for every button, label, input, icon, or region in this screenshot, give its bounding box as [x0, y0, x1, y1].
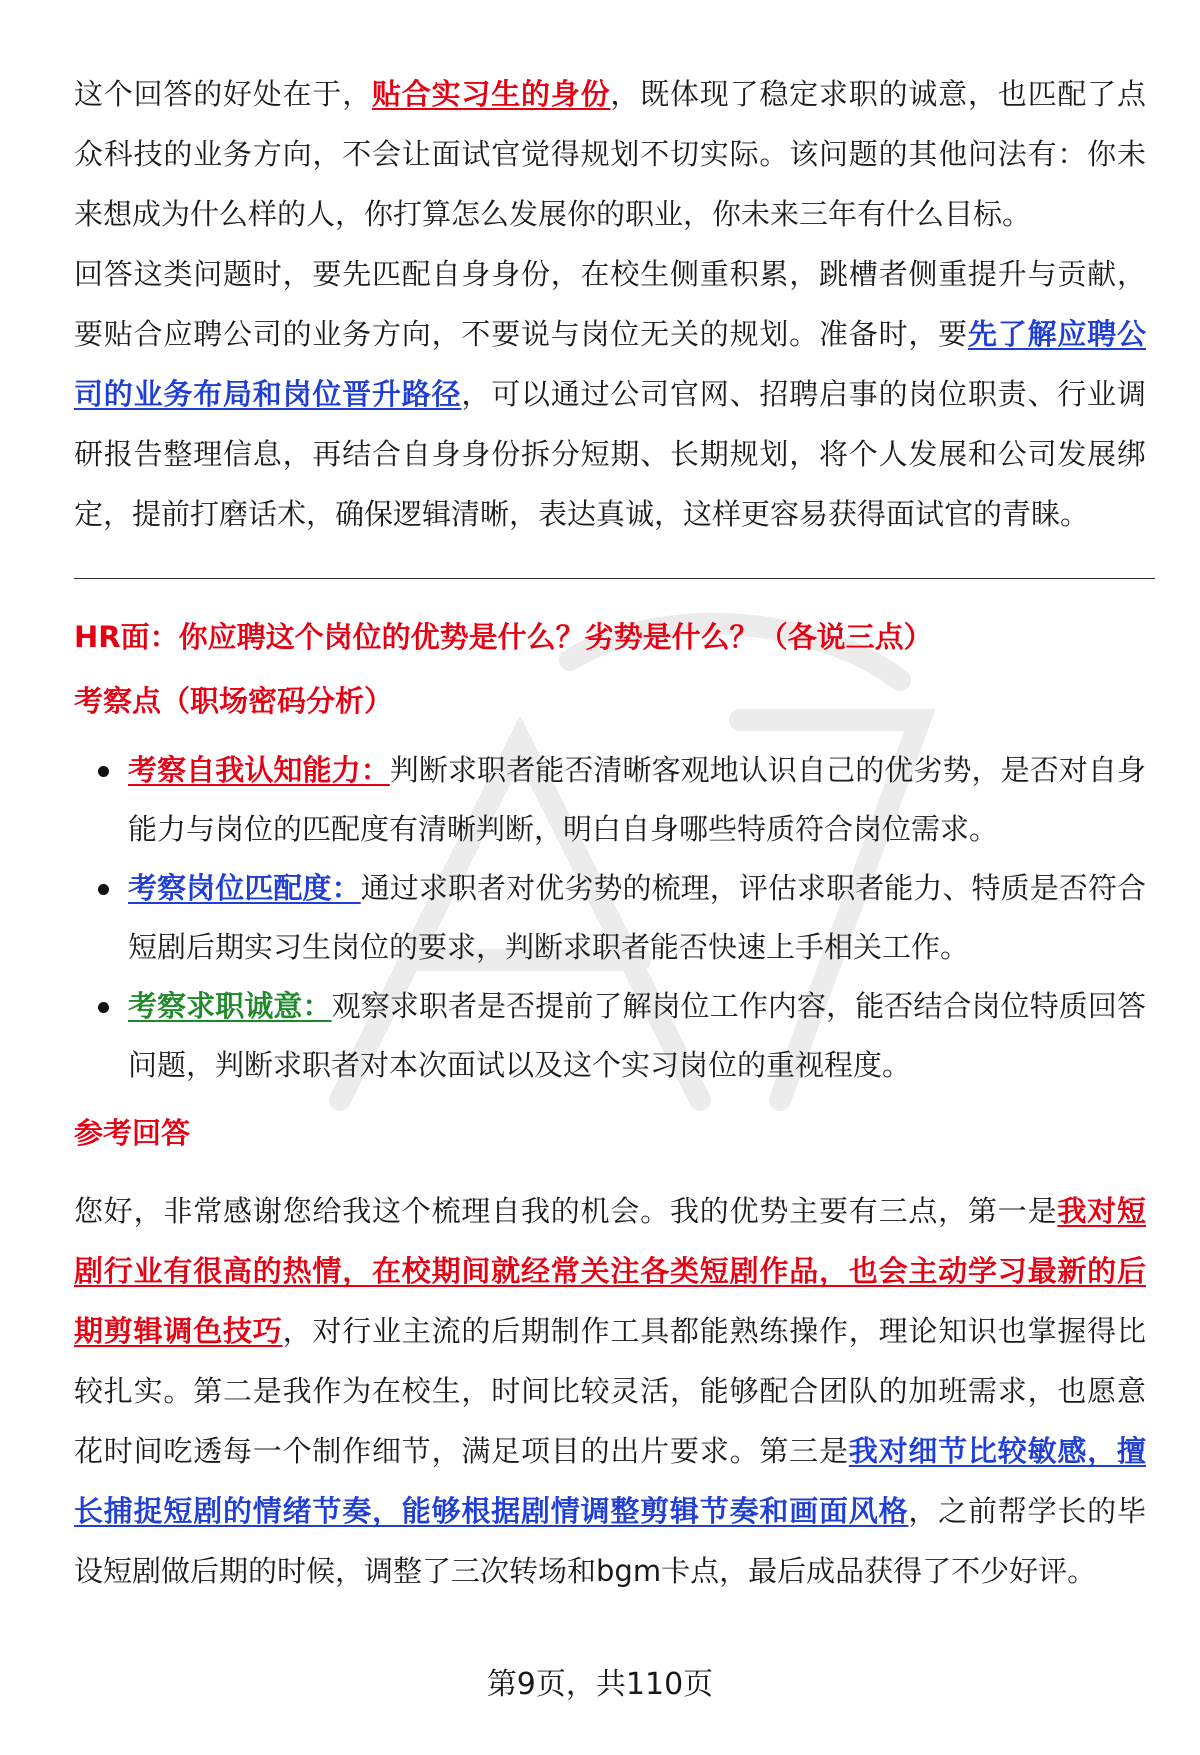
analysis-list	[74, 741, 1146, 1095]
section-divider	[74, 578, 1155, 579]
answer-heading: 参考回答	[74, 1116, 191, 1150]
paragraph-reference-answer	[74, 1181, 1146, 1601]
main-content	[74, 64, 1146, 1601]
list-item	[74, 741, 1146, 859]
text-segment: 这个回答的好处在于，	[74, 77, 372, 111]
bullet-dot-icon	[98, 884, 109, 895]
analysis-heading: 考察点（职场密码分析）	[74, 684, 394, 718]
list-item	[74, 977, 1146, 1095]
page-footer: 第9页，共110页	[486, 1667, 714, 1702]
bullet-label: 考察岗位匹配度：	[128, 871, 361, 905]
bullet-text: 通过求职者对优劣势的梳理，评估求职者能力、特质是否符合短剧后期实习生岗位的要求，判断求职者能否快速上手相关工作。	[128, 871, 1146, 964]
text-segment: ，对行业主流的后期制作工具都能熟练操作，理论知识也掌握得比较扎实。第二是我作为在校生，时间比较灵活，能够配合团队的加班需求，也愿意花时间吃透每一个制作细节，满足项目的出片要求。第三是	[74, 1314, 1146, 1468]
bullet-dot-icon	[98, 766, 109, 777]
paragraph-answer-benefit	[74, 64, 1146, 244]
question-heading: HR面：你应聘这个岗位的优势是什么？劣势是什么？（各说三点）	[74, 620, 933, 654]
text-segment: ，既体现了稳定求职的诚意，也匹配了点众科技的业务方向，不会让面试官觉得规划不切实际。该问题的其他问法有：你未来想成为什么样的人，你打算怎么发展你的职业，你未来三年有什么目标。	[74, 77, 1146, 231]
bullet-label: 考察自我认知能力：	[128, 753, 390, 787]
text-segment: ，之前帮学长的毕设短剧做后期的时候，调整了三次转场和bgm卡点，最后成品获得了不少好评。	[74, 1494, 1146, 1588]
highlight-red: 贴合实习生的身份	[372, 77, 611, 111]
highlight-blue: 先了解应聘公司的业务布局和岗位晋升路径	[74, 317, 1146, 411]
text-segment: 回答这类问题时，要先匹配自身身份，在校生侧重积累，跳槽者侧重提升与贡献，要贴合应聘公司的业务方向，不要说与岗位无关的规划。准备时，要	[74, 257, 1146, 351]
bullet-label: 考察求职诚意：	[128, 989, 332, 1023]
list-item	[74, 859, 1146, 977]
highlight-blue: 我对细节比较敏感，擅长捕捉短剧的情绪节奏，能够根据剧情调整剪辑节奏和画面风格	[74, 1434, 1146, 1528]
bullet-text: 观察求职者是否提前了解岗位工作内容，能否结合岗位特质回答问题，判断求职者对本次面试以及这个实习岗位的重视程度。	[128, 989, 1146, 1082]
highlight-red: 我对短剧行业有很高的热情，在校期间就经常关注各类短剧作品，也会主动学习最新的后期剪辑调色技巧	[74, 1194, 1146, 1348]
text-segment: 您好，非常感谢您给我这个梳理自我的机会。我的优势主要有三点，第一是	[74, 1194, 1058, 1228]
bullet-dot-icon	[98, 1002, 109, 1013]
paragraph-answer-tips	[74, 244, 1146, 544]
bullet-text: 判断求职者能否清晰客观地认识自己的优劣势，是否对自身能力与岗位的匹配度有清晰判断，明白自身哪些特质符合岗位需求。	[128, 753, 1146, 846]
text-segment: ，可以通过公司官网、招聘启事的岗位职责、行业调研报告整理信息，再结合自身身份拆分短期、长期规划，将个人发展和公司发展绑定，提前打磨话术，确保逻辑清晰，表达真诚，这样更容易获得面试官的青睐。	[74, 377, 1146, 531]
